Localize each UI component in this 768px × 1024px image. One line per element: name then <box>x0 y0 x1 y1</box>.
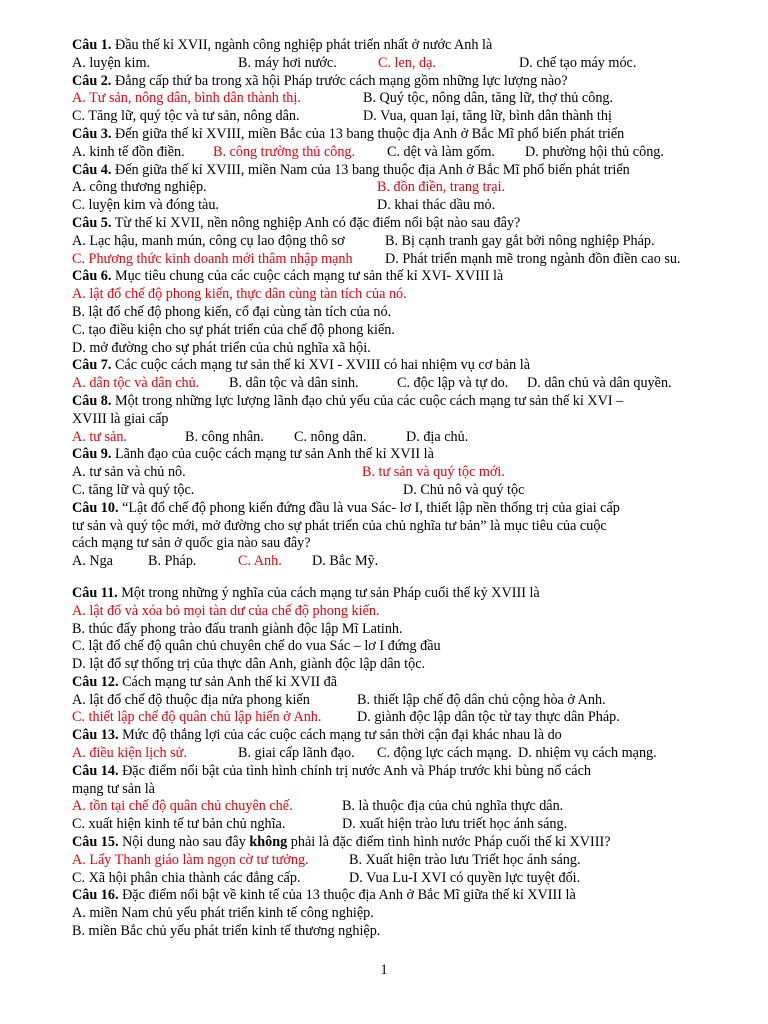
question-label: Câu 5. <box>72 214 112 231</box>
emphasis-word: không <box>249 834 288 851</box>
answer-row <box>72 870 712 888</box>
question-10-stem-cont: tư sản và quý tộc mới, mở đường cho sự phát triển của chủ nghĩa tư bản” là mục tiêu của cuộc <box>72 517 607 534</box>
question-label: Câu 7. <box>72 357 112 374</box>
answer-c: C. nông dân. <box>294 428 367 445</box>
answer-b-correct: B. tư sản và quý tộc mới. <box>362 464 505 481</box>
question-6-stem <box>72 268 712 286</box>
answer-c: C. luyện kim và đóng tàu. <box>72 197 219 214</box>
question-9-stem <box>72 446 712 464</box>
answer-row <box>72 108 712 126</box>
answer-row <box>72 429 712 447</box>
answer-row <box>72 852 712 870</box>
question-label: Câu 4. <box>72 161 112 178</box>
question-text: Mục tiêu chung của các cuộc cách mạng tư sản thế kỉ XVI- XVIII là <box>111 268 504 285</box>
answer-b: B. giai cấp lãnh đạo. <box>238 745 355 762</box>
answer-row <box>72 179 712 197</box>
answer-b: B. dân tộc và dân sinh. <box>229 375 359 392</box>
question-3-stem <box>72 126 712 144</box>
answer-a: A. luyện kim. <box>72 54 151 71</box>
answer-row <box>72 553 712 571</box>
answer-c: C. tăng lữ và quý tộc. <box>72 481 195 498</box>
answer-d: D. giành độc lập dân tộc từ tay thực dân Pháp. <box>357 709 620 726</box>
question-8-stem-cont: XVIII là giai cấp <box>72 410 169 427</box>
question-text: Một trong những lực lượng lãnh đạo chủ yếu của các cuộc cách mạng tư sản thế kỉ XVI – <box>111 392 624 409</box>
question-12-stem <box>72 674 712 692</box>
answer-c: C. độc lập và tự do. <box>397 375 509 392</box>
blank-line <box>72 571 712 585</box>
question-label: Câu 10. <box>72 499 119 516</box>
question-2-stem <box>72 73 712 91</box>
answer-b: B. lật đổ chế độ phong kiến, cổ đại cùng tàn tích của nó. <box>72 303 392 320</box>
question-label: Câu 14. <box>72 762 119 779</box>
answer-a-correct: A. lật đổ và xóa bỏ mọi tàn dư của chế độ phong kiến. <box>72 602 380 619</box>
answer-b: B. thúc đẩy phong trào đấu tranh giành độc lập Mĩ Latinh. <box>72 620 403 637</box>
answer-c: C. lật đổ chế độ quân chủ chuyên chế do vua Sác – lơ I đứng đầu <box>72 638 441 655</box>
answer-a: A. Lạc hậu, manh mún, công cụ lao động thô sơ <box>72 232 345 249</box>
answer-b: B. thiết lập chế độ dân chủ cộng hòa ở Anh. <box>357 691 606 708</box>
answer-d: D. Vua, quan lại, tăng lữ, bình dân thành thị <box>363 108 612 125</box>
answer-b: B. Quý tộc, nông dân, tăng lữ, thợ thủ công. <box>363 90 614 107</box>
answer-b: B. là thuộc địa của chủ nghĩa thực dân. <box>342 798 564 815</box>
answer-b: B. Pháp. <box>148 553 197 570</box>
answer-d: D. Vua Lu-I XVI có quyền lực tuyệt đối. <box>349 869 581 886</box>
question-7-stem <box>72 357 712 375</box>
question-10-stem <box>72 500 712 518</box>
answer-d: D. mở đường cho sự phát triển của chủ nghĩa xã hội. <box>72 339 371 356</box>
answer-a-correct: A. tồn tại chế độ quân chủ chuyên chế. <box>72 798 293 815</box>
answer-c: C. Xã hội phân chia thành các đẳng cấp. <box>72 869 301 886</box>
question-13-stem <box>72 727 712 745</box>
answer-c: C. tạo điều kiện cho sự phát triển của chế độ phong kiến. <box>72 321 395 338</box>
answer-a-correct: A. lật đổ chế độ phong kiến, thực dân cùng tàn tích của nó. <box>72 286 407 303</box>
answer-b: B. miền Bắc chủ yếu phát triển kinh tế thương nghiệp. <box>72 923 381 940</box>
answer-row <box>72 482 712 500</box>
question-text: Đặc điểm nổi bật của tình hình chính trị nước Anh và Pháp trước khi bùng nổ cách <box>118 762 591 779</box>
question-label: Câu 13. <box>72 727 119 744</box>
question-label: Câu 6. <box>72 268 112 285</box>
question-text: Đến giữa thế kỉ XVIII, miền Nam của 13 bang thuộc địa Anh ở Bắc Mĩ phổ biến phát triển <box>111 161 630 178</box>
answer-a: A. kinh tế đồn điền. <box>72 143 185 160</box>
answer-a: A. Nga <box>72 553 113 570</box>
answer-row <box>72 745 712 763</box>
question-label: Câu 12. <box>72 673 119 690</box>
page-number: 1 <box>380 962 388 978</box>
answer-c: C. Tăng lữ, quý tộc và tư sản, nông dân. <box>72 108 300 125</box>
answer-d: D. Bắc Mỹ. <box>312 553 379 570</box>
question-text: “Lật đổ chế độ phong kiến đứng đầu là vua Sác- lơ I, thiết lập nền thống trị của giai cấp <box>118 499 620 516</box>
answer-a: A. tư sản và chủ nô. <box>72 464 186 481</box>
answer-b: B. Bị cạnh tranh gay gắt bởi nông nghiệp Pháp. <box>385 232 655 249</box>
question-text: Đến giữa thế kỉ XVIII, miền Bắc của 13 bang thuộc địa Anh ở Bắc Mĩ phổ biến phát triển <box>111 125 625 142</box>
answer-b: B. máy hơi nước. <box>238 54 337 71</box>
answer-a-correct: A. dân tộc và dân chủ. <box>72 375 200 392</box>
answer-a: A. công thương nghiệp. <box>72 179 207 196</box>
answer-row <box>72 375 712 393</box>
answer-row <box>72 197 712 215</box>
answer-d: D. xuất hiện trào lưu triết học ánh sáng. <box>342 816 568 833</box>
question-text: Mức độ thắng lợi của các cuộc cách mạng tư sản thời cận đại khác nhau là do <box>118 727 562 744</box>
answer-b-correct: B. công trường thủ công. <box>213 143 356 160</box>
answer-d: D. lật đổ sự thống trị của thực dân Anh, giành độc lập dân tộc. <box>72 656 426 673</box>
question-label: Câu 16. <box>72 887 119 904</box>
answer-c-correct: C. thiết lập chế độ quân chủ lập hiến ở Anh. <box>72 709 322 726</box>
answer-a-correct: A. tư sản. <box>72 428 127 445</box>
answer-row <box>72 233 712 251</box>
answer-d: D. dân chủ và dân quyền. <box>527 375 672 392</box>
answer-row <box>72 798 712 816</box>
answer-row <box>72 709 712 727</box>
answer-b: B. công nhân. <box>185 428 264 445</box>
question-text: Các cuộc cách mạng tư sản thế kỉ XVI - XVIII có hai nhiệm vụ cơ bản là <box>111 357 531 374</box>
question-1-stem <box>72 37 712 55</box>
question-10-stem-cont: cách mạng tư sản ở quốc gia nào sau đây? <box>72 535 311 552</box>
question-label: Câu 3. <box>72 125 112 142</box>
question-text: Đẳng cấp thứ ba trong xã hội Pháp trước cách mạng gồm những lực lượng nào? <box>111 72 568 89</box>
answer-c-correct: C. Phương thức kinh doanh mới thâm nhập mạnh <box>72 250 353 267</box>
answer-d: D. Phát triển mạnh mẽ trong ngành đồn điền cao su. <box>385 250 681 267</box>
answer-row <box>72 144 712 162</box>
answer-d: D. khai thác dầu mỏ. <box>377 197 496 214</box>
answer-row <box>72 464 712 482</box>
question-11-stem <box>72 585 712 603</box>
question-label: Câu 9. <box>72 446 112 463</box>
question-text: Lãnh đạo của cuộc cách mạng tư sản Anh thế kỉ XVII là <box>111 446 434 463</box>
answer-row <box>72 692 712 710</box>
answer-d: D. địa chủ. <box>406 428 469 445</box>
question-text: Từ thế kỉ XVII, nền nông nghiệp Anh có đặc điểm nổi bật nào sau đây? <box>111 214 521 231</box>
question-text: Đặc điểm nổi bật về kinh tế của 13 thuộc địa Anh ở Bắc Mĩ giữa thế kỉ XVIII là <box>118 887 576 904</box>
answer-c: C. xuất hiện kinh tế tư bản chủ nghĩa. <box>72 816 286 833</box>
question-label: Câu 11. <box>72 584 118 601</box>
answer-a-correct: A. Tư sản, nông dân, bình dân thành thị. <box>72 90 301 107</box>
question-label: Câu 2. <box>72 72 112 89</box>
question-4-stem <box>72 162 712 180</box>
question-8-stem <box>72 393 712 411</box>
question-label: Câu 15. <box>72 834 119 851</box>
answer-row <box>72 90 712 108</box>
answer-c-correct: C. Anh. <box>238 553 282 570</box>
question-text: phải là đặc điểm tình hình nước Pháp cuối thế kỉ XVIII? <box>287 834 611 851</box>
answer-a-correct: A. Lấy Thanh giáo làm ngọn cờ tư tưởng. <box>72 851 309 868</box>
answer-d: D. Chủ nô và quý tộc <box>403 481 525 498</box>
answer-a-correct: A. điều kiện lịch sử. <box>72 745 187 762</box>
answer-a: A. lật đổ chế độ thuộc địa nửa phong kiến <box>72 691 310 708</box>
answer-d: D. phường hội thủ công. <box>525 143 664 160</box>
question-text: Nội dung nào sau đây <box>118 834 250 851</box>
answer-row <box>72 251 712 269</box>
answer-b: B. Xuất hiện trào lưu Triết học ánh sáng. <box>349 851 581 868</box>
question-14-stem <box>72 763 712 781</box>
answer-row <box>72 816 712 834</box>
answer-c-correct: C. len, dạ. <box>378 54 436 71</box>
question-text: Cách mạng tư sản Anh thế kỉ XVII đã <box>118 673 338 690</box>
answer-a: A. miền Nam chủ yếu phát triển kinh tế công nghiệp. <box>72 905 374 922</box>
question-15-stem <box>72 834 712 852</box>
question-14-stem-cont: mạng tư sản là <box>72 780 155 797</box>
question-text: Một trong những ý nghĩa của cách mạng tư sản Pháp cuối thế kỷ XVIII là <box>117 584 540 601</box>
answer-d: D. chế tạo máy móc. <box>519 54 637 71</box>
question-5-stem <box>72 215 712 233</box>
question-16-stem <box>72 887 712 905</box>
answer-b-correct: B. đồn điền, trang trại. <box>377 179 506 196</box>
answer-row <box>72 55 712 73</box>
question-label: Câu 1. <box>72 37 112 53</box>
answer-c: C. dệt và làm gốm. <box>387 143 495 160</box>
document-body <box>72 37 712 941</box>
question-label: Câu 8. <box>72 392 112 409</box>
answer-d: D. nhiệm vụ cách mạng. <box>518 745 657 762</box>
question-text: Đầu thế kỉ XVII, ngành công nghiệp phát triển nhất ở nước Anh là <box>111 37 493 53</box>
answer-c: C. động lực cách mạng. <box>377 745 512 762</box>
